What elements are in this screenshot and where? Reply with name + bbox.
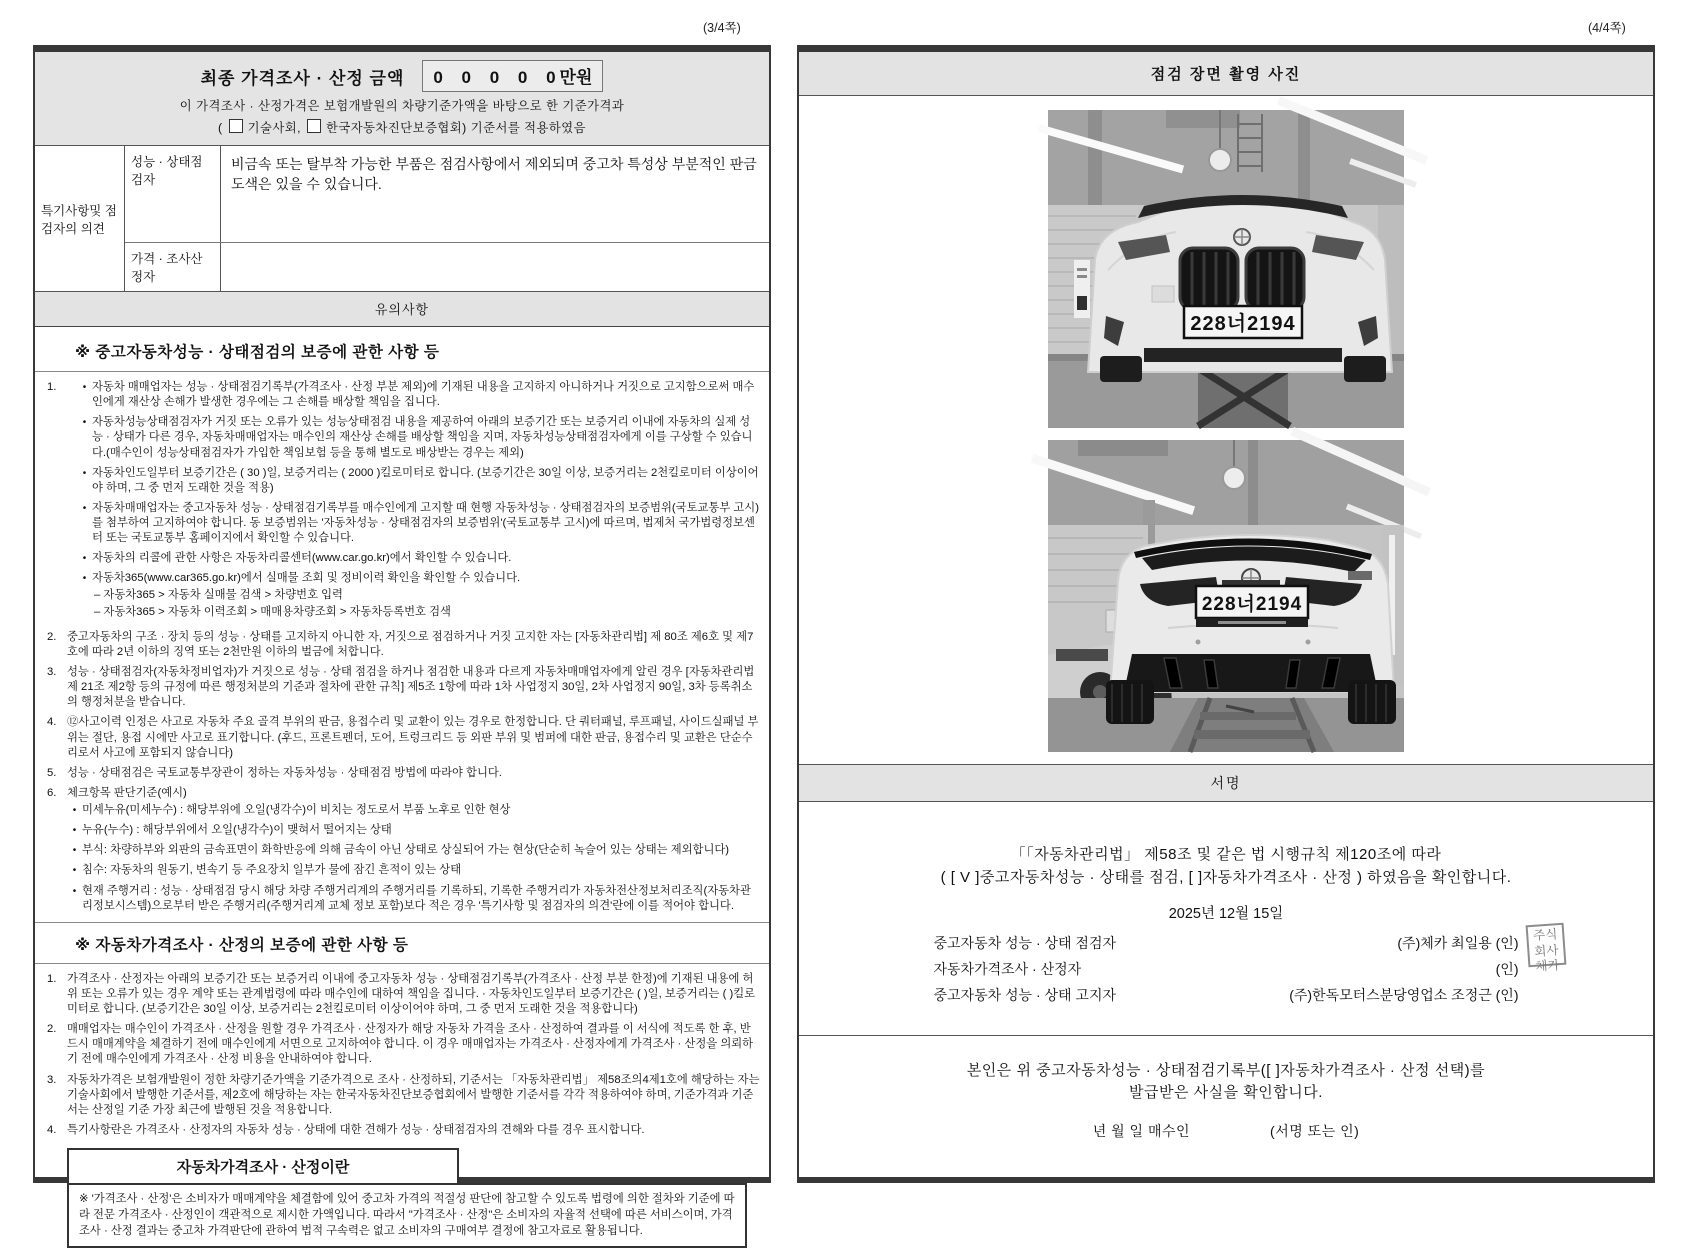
signature-section — [799, 802, 1653, 1141]
checkbox-label: 기술사회, — [247, 121, 302, 135]
definition-box — [67, 1148, 747, 1248]
final-price-title: 최종 가격조사 · 산정 금액 — [200, 68, 405, 88]
definition-box-title: 자동차가격조사 · 산정이란 — [67, 1148, 459, 1185]
standard-checkbox-line — [45, 118, 759, 136]
sub-line: – 자동차365 > 자동차 이력조회 > 매매용차량조회 > 자동차등록번호 검색 — [94, 605, 451, 618]
inspection-photo-rear — [1048, 440, 1404, 752]
inspector-opinion-text: 비금속 또는 탈부착 가능한 부품은 점검사항에서 제외되며 중고차 특성상 부분적인 판금도색은 있을 수 있습니다. — [231, 156, 757, 193]
photo-section-header: 점검 장면 촬영 사진 — [799, 52, 1653, 96]
buyer-date-fields: 년 월 일 매수인 — [1092, 1122, 1191, 1139]
bullet-item: • 미세누유(미세누수) : 해당부위에 오일(냉각수)이 비치는 정도로서 부품 노후로 인한 현상 — [67, 803, 761, 818]
photo-area — [799, 96, 1653, 752]
bullet-item: • 자동차성능상태점검자가 거짓 또는 오류가 있는 성능상태점검 내용을 제공하여 아래의 보증기간 또는 보증거리 이내에 자동차의 실제 성능 · 상태가 다른 경우, 자동차매매업자는 매수인의 재산상 손해를 배상할 책임을 지며, 자동차성능상태점검자에게 이를 구상할 수 있습니다.(매수인이 성능상태점검자가 가입한 책임보험 등을 통해 별도로 배상받는 경우는 제외) — [77, 415, 761, 460]
signer-row — [934, 957, 1519, 983]
buyer-confirmation-line1: 본인은 위 중고자동차성능 · 상태점검기록부([ ]자동차가격조사 · 산정 선택)를 — [966, 1061, 1486, 1079]
bullet-item: • 자동차365(www.car365.go.kr)에서 실매물 조회 및 정비이력 확인을 확인할 수 있습니다. — [77, 571, 761, 586]
final-price-amount-box — [422, 60, 603, 92]
buyer-confirmation-line2: 발급받은 사실을 확인합니다. — [1129, 1084, 1323, 1102]
notice-item: 5. 성능 · 상태점검은 국토교통부장관이 정하는 자동차성능 · 상태점검 방법에 따라야 합니다. — [47, 766, 502, 779]
amount-unit: 만원 — [559, 68, 593, 87]
bullet-item: • 누유(누수) : 해당부위에서 오일(냉각수)이 맺혀서 떨어지는 상태 — [67, 823, 761, 838]
confirmation-check-line: ( [ V ]중고자동차성능 · 상태를 점검, [ ]자동차가격조사 · 산정 ) 하였음을 확인합니다. — [940, 868, 1512, 886]
notice-item: 3. 자동차가격은 보험개발원이 정한 차량기준가액을 기준가격으로 조사 · 산정하되, 기준서는 「자동차관리법」 제58조의4제1호에 해당하는 자는 기술사회에서 발행한 기준서를, 제2호에 해당하는 자는 한국자동차진단보증협회에서 발행한 기준서를 각각 적용하여야 하며, 기준가격과 기준서는 산정일 기준 가장 최근에 발행된 것을 적용합니다. — [47, 1073, 760, 1116]
page-3 — [33, 45, 771, 1237]
inspector-label: 성능 · 상태점검자 — [125, 146, 221, 242]
notice-section-bar: 유의사항 — [35, 292, 769, 327]
special-notes-row-header: 특기사항및 점검자의 의견 — [35, 146, 125, 291]
section2-title: ※ 자동차가격조사 · 산정의 보증에 관한 사항 등 — [35, 923, 769, 964]
signer-role: 자동차가격조사 · 산정자 — [933, 960, 1082, 977]
notice-item: 2. 매매업자는 매수인이 가격조사 · 산정을 원할 경우 가격조사 · 산정자가 해당 자동차 가격을 조사 · 산정하여 결과를 이 서식에 적도록 한 후, 반드시 매매계약을 체결하기 전에 매수인에게 서면으로 고지하여야 합니다. 이 경우 매매업자는 가격조사 · 산정자에게 가격조사 · 산정을 의뢰하기 전에 매수인에게 가격조사 · 산정 비용을 안내하여야 합니다. — [47, 1023, 754, 1066]
inspection-photo-front — [1048, 110, 1404, 428]
checkbox-giseulsahoe[interactable] — [229, 119, 243, 133]
table-row — [125, 146, 769, 243]
bullet-item: • 현재 주행거리 : 성능 · 상태점검 당시 해당 차량 주행거리계의 주행거리를 기록하되, 기록한 주행거리가 자동차전산정보처리조직(자동차관리정보시스템)으로부터 받은 주행거리(주행거리계 교체 정보 포함)보다 적은 경우 '특기사항 및 점검자의 의견'란에 이를 적어야 합니다. — [67, 884, 761, 914]
bullet-item: • 자동차의 리콜에 관한 사항은 자동차리콜센터(www.car.go.kr)에서 확인할 수 있습니다. — [77, 551, 761, 566]
bullet-item: • 자동차 매매업자는 성능 · 상태점검기록부(가격조사 · 산정 부분 제외)에 기재된 내용을 고지하지 아니하거나 거짓으로 고지함으로써 매수인에게 재산상 손해가 발생한 경우에는 그 손해를 배상할 책임을 집니다. — [77, 380, 761, 410]
signer-role: 중고자동차 성능 · 상태 점검자 — [933, 935, 1117, 951]
special-notes-table — [35, 146, 769, 292]
signer-row — [934, 983, 1519, 1009]
criteria-bullets — [47, 803, 761, 914]
checkbox-jindan-bojeung[interactable] — [307, 119, 321, 133]
final-price-header — [35, 52, 769, 146]
license-plate-rear: 228너2194 — [1201, 594, 1303, 615]
definition-box-text: ※ '가격조사 · 산정'은 소비자가 매매계약을 체결함에 있어 중고차 가격의 적절성 판단에 참고할 수 있도록 법령에 의한 절차와 기준에 따라 전문 가격조사 · 산정인이 객관적으로 제시한 가액입니다. 따라서 "가격조사 · 산정"은 소비자의 자율적 선택에 따른 서비스이며, 가격조사 · 산정 결과는 중고차 가격판단에 관하여 법적 구속력은 없고 소비자의 구매여부 결정에 참고자료로 활용됩니다. — [67, 1183, 747, 1248]
bullet-item: • 자동차매매업자는 중고자동차 성능 · 상태점검기록부를 매수인에게 고지할 때 현행 자동차성능 · 상태점검자의 보증범위(국토교통부 고시)를 첨부하여 고지하여야 합니다. 동 보증범위는 '자동차성능 · 상태점검자의 보증범위'(국토교통부 고시)에 따르며, 법제처 국가법령정보센터 또는 국토교통부 홈페이지에서 확인할 수 있습니다. — [77, 501, 761, 546]
paren: ( — [217, 121, 223, 135]
checkbox-label: 한국자동차진단보증협회) 기준서를 적용하였음 — [326, 121, 587, 135]
signature-date: 2025년 12월 15일 — [1168, 906, 1284, 922]
section2-list — [35, 964, 769, 1138]
buyer-seal-note: (서명 또는 인) — [1270, 1122, 1360, 1139]
table-row — [125, 243, 769, 291]
appraiser-label: 가격 · 조사산정자 — [125, 243, 221, 291]
price-basis-note: 이 가격조사 · 산정가격은 보험개발원의 차량기준가액을 바탕으로 한 기준가격과 — [179, 99, 625, 113]
buyer-signature-line — [799, 1121, 1653, 1141]
notice-item: 3. 성능 · 상태점검자(자동차정비업자)가 거짓으로 성능 · 상태 점검을 하거나 점검한 내용과 다르게 자동차매매업자에게 알린 경우 [자동차관리법 제 21조 제2항 등의 규정에 따른 행정처분의 기준과 절차에 관한 규칙] 제5조 1항에 따라 1차 사업정지 30일, 2차 사업정지 90일, 3차 등록취소의 행정처분을 받습니다. — [47, 666, 755, 709]
notice-item: 6. 체크항목 판단기준(예시) — [47, 786, 187, 799]
signer-name: (주)한독모터스분당영업소 조정근 (인) — [1289, 986, 1519, 1003]
sub-line: – 자동차365 > 자동차 실매물 검색 > 차량번호 입력 — [94, 588, 343, 601]
section1-list — [35, 372, 769, 914]
law-reference-line: 「「자동차관리법」 제58조 및 같은 법 시행규칙 제120조에 따라 — [1010, 846, 1442, 863]
license-plate-front: 228너2194 — [1190, 313, 1296, 335]
amount-digits: 0 0 0 0 0 — [433, 68, 556, 87]
signer-role: 중고자동차 성능 · 상태 고지자 — [933, 986, 1117, 1003]
bullet-item: • 부식: 차량하부와 외판의 금속표면이 화학반응에 의해 금속이 아닌 상태로 상실되어 가는 현상(단순히 녹슬어 있는 상태는 제외합니다) — [67, 843, 761, 858]
notice-item: 4. 특기사항란은 가격조사 · 산정자의 자동차 성능 · 상태에 대한 견해가 성능 · 상태점검자의 견해와 다를 경우 표시합니다. — [47, 1123, 645, 1136]
page-4 — [797, 45, 1655, 1183]
signer-name: (주)체카 최일용 (인) 주식회사체카 — [1397, 931, 1518, 957]
notice-item: 4. ⑫사고이력 인정은 사고로 자동차 주요 골격 부위의 판금, 용접수리 및 교환이 있는 경우로 한정합니다. 단 쿼터패널, 루프패널, 사이드실패널 부위는 절단, 용접 시에만 사고로 표기합니다. (후드, 프론트펜더, 도어, 트렁크리드 등 외판 부위 및 범퍼에 대한 판금, 용접수리 및 교환은 단순수리로서 사고에 포함되지 않습니다) — [47, 716, 759, 759]
section1-title: ※ 중고자동차성능 · 상태점검의 보증에 관한 사항 등 — [35, 327, 769, 372]
signer-name: (인) — [1495, 960, 1519, 977]
appraiser-opinion-text — [221, 243, 769, 291]
page-number-label: (3/4쪽) — [703, 21, 741, 35]
company-seal-stamp: 주식회사체카 — [1525, 923, 1566, 968]
notice-item: 1. 가격조사 · 산정자는 아래의 보증기간 또는 보증거리 이내에 중고자동차 성능 · 상태점검기록부(가격조사 · 산정 부분 한정)에 기재된 내용에 허위 또는 오류가 있는 경우 계약 또는 관계법령에 따라 매수인에 대하여 책임을 집니다. · 자동차인도일부터 보증기간은 ( )일, 보증거리는 ( )킬로미터로 합니다. (보증기간은 30일 이상, 보증거리는 2천킬로미터 이상이어야 하며, 그 중 먼저 도래한 것을 적용합니다) — [47, 972, 756, 1015]
bullet-item: • 자동차인도일부터 보증기간은 ( 30 )일, 보증거리는 ( 2000 )킬로미터로 합니다. (보증기간은 30일 이상, 보증거리는 2천킬로미터 이상이어야 하며, 그 중 먼저 도래한 것을 적용) — [77, 466, 761, 496]
signature-section-bar: 서명 — [799, 764, 1653, 802]
notice-item: 2. 중고자동차의 구조 · 장치 등의 성능 · 상태를 고지하지 아니한 자, 거짓으로 점검하거나 거짓 고지한 자는 [자동차관리법] 제 80조 제6호 및 제7호에 따라 2년 이하의 징역 또는 2천만원 이하의 벌금에 처합니다. — [47, 630, 754, 658]
buyer-confirmation — [799, 1036, 1653, 1141]
item-number: 1. — [47, 381, 57, 393]
page-number-label: (4/4쪽) — [1588, 21, 1626, 35]
notice-item — [47, 380, 761, 625]
bullet-item: • 침수: 자동차의 원동기, 변속기 등 주요장치 일부가 물에 잠긴 흔적이 있는 상태 — [67, 863, 761, 878]
